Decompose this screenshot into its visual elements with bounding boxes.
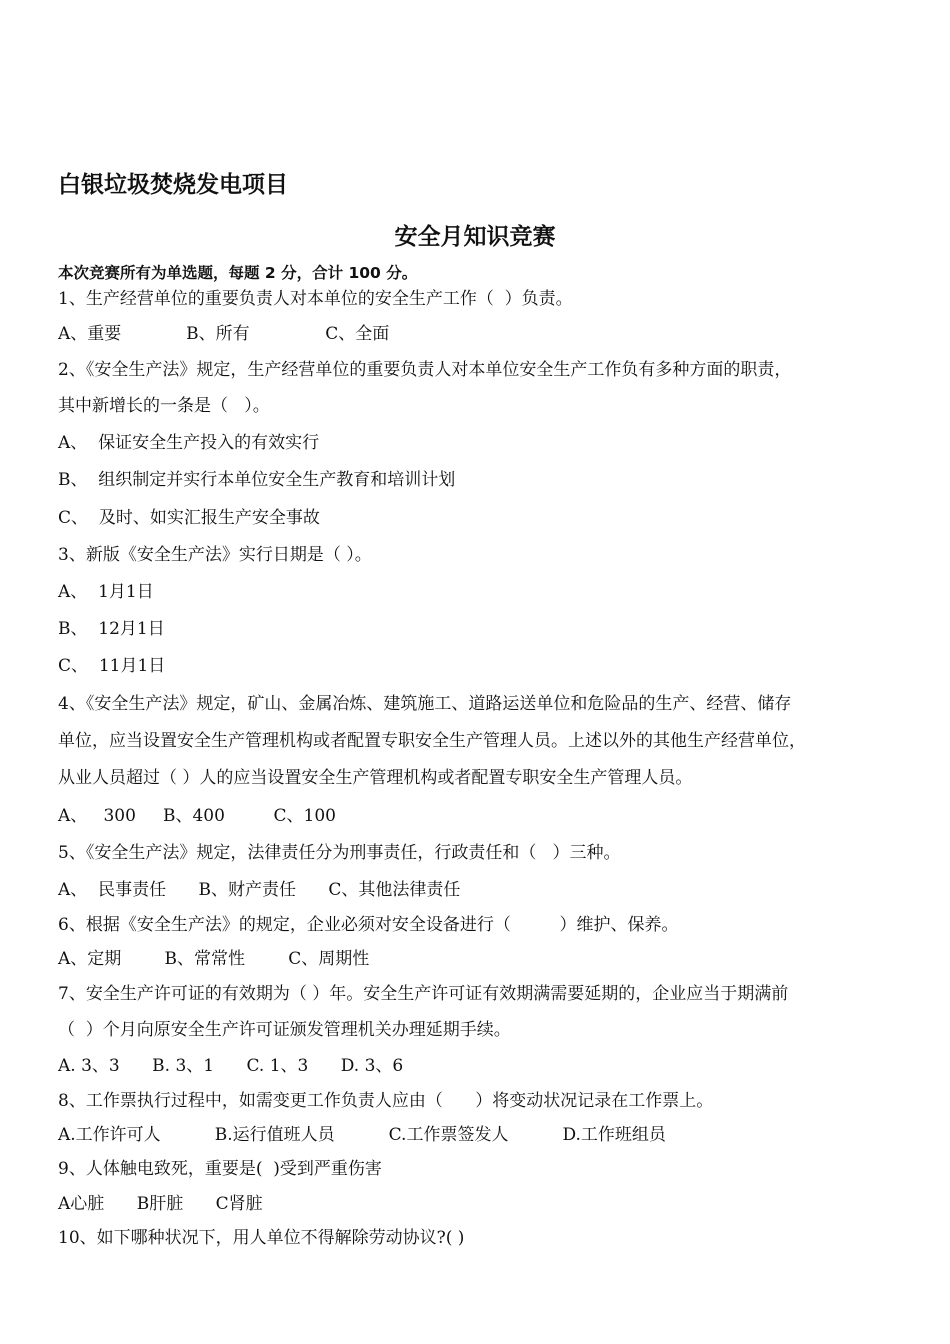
competition-intro: 本次竞赛所有为单选题，每题 2 分，合计 100 分。 [58, 264, 418, 282]
question-7-options: A. 3、3 B. 3、1 C. 1、3 D. 3、6 [58, 1056, 404, 1076]
question-3: 3、新版《安全生产法》实行日期是（ ）。 [58, 545, 372, 565]
question-6-options: A、定期 B、常常性 C、周期性 [58, 949, 370, 969]
question-5-options: A、 民事责任 B、财产责任 C、其他法律责任 [58, 880, 461, 900]
question-8: 8、工作票执行过程中，如需变更工作负责人应由（ ）将变动状况记录在工作票上。 [58, 1091, 714, 1111]
question-2-option-a: A、 保证安全生产投入的有效实行 [58, 433, 320, 453]
question-2-option-c: C、 及时、如实汇报生产安全事故 [58, 508, 320, 528]
question-3-option-c: C、 11月1日 [58, 656, 166, 676]
question-4: 4、《安全生产法》规定，矿山、金属冶炼、建筑施工、道路运送单位和危险品的生产、经营、储存 [58, 694, 792, 714]
question-10: 10、如下哪种状况下，用人单位不得解除劳动协议?( ) [58, 1228, 465, 1248]
question-1: 1、生产经营单位的重要负责人对本单位的安全生产工作（ ）负责。 [58, 289, 573, 309]
question-2: 2、《安全生产法》规定，生产经营单位的重要负责人对本单位安全生产工作负有多种方面的职责， [58, 360, 792, 380]
question-9: 9、人体触电致死，重要是( )受到严重伤害 [58, 1159, 382, 1179]
page-title: 安全月知识竞赛 [394, 224, 556, 250]
question-7: 7、安全生产许可证的有效期为（ ）年。安全生产许可证有效期满需要延期的，企业应当于期满前 [58, 984, 789, 1004]
question-4-line-2: 单位，应当设置安全生产管理机构或者配置专职安全生产管理人员。上述以外的其他生产经营单位， [58, 731, 806, 751]
question-7-line-2: （ ）个月向原安全生产许可证颁发管理机关办理延期手续。 [58, 1020, 511, 1040]
question-9-options: A心脏 B肝脏 C肾脏 [58, 1194, 263, 1214]
question-6: 6、根据《安全生产法》的规定，企业必须对安全设备进行（ ）维护、保养。 [58, 915, 679, 935]
question-3-option-a: A、 1月1日 [58, 582, 154, 602]
question-8-options: A.工作许可人 B.运行值班人员 C.工作票签发人 D.工作班组员 [58, 1125, 666, 1145]
question-1-options: A、重要 B、所有 C、全面 [58, 324, 390, 344]
question-4-options: A、 300 B、400 C、100 [58, 806, 336, 826]
question-2-line-2: 其中新增长的一条是（ ）。 [58, 396, 270, 416]
question-3-option-b: B、 12月1日 [58, 619, 165, 639]
project-name: 白银垃圾焚烧发电项目 [58, 172, 288, 198]
question-4-line-3: 从业人员超过（ ）人的应当设置安全生产管理机构或者配置专职安全生产管理人员。 [58, 768, 693, 788]
question-2-option-b: B、 组织制定并实行本单位安全生产教育和培训计划 [58, 470, 456, 490]
question-5: 5、《安全生产法》规定，法律责任分为刑事责任，行政责任和（ ）三种。 [58, 843, 621, 863]
